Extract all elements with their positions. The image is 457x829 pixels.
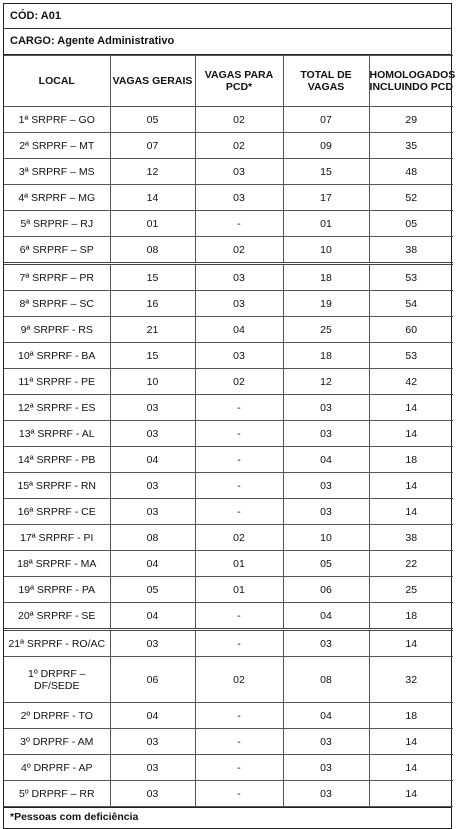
cell-vagas-gerais: 03 [110, 473, 195, 499]
cell-homologados: 60 [369, 317, 453, 343]
cell-total-vagas: 10 [283, 237, 369, 264]
cell-vagas-pcd: 03 [195, 185, 283, 211]
cell-homologados: 38 [369, 237, 453, 264]
cell-vagas-gerais: 03 [110, 729, 195, 755]
cell-vagas-gerais: 03 [110, 781, 195, 807]
code-label: CÓD: A01 [4, 4, 451, 29]
table-row [4, 264, 453, 291]
cell-homologados: 52 [369, 185, 453, 211]
table-row [4, 499, 453, 525]
table-row [4, 703, 453, 729]
cell-local: 2ª SRPRF – MT [4, 133, 110, 159]
header-vagas-gerais: VAGAS GERAIS [110, 56, 195, 107]
cell-homologados: 18 [369, 447, 453, 473]
cell-total-vagas: 08 [283, 657, 369, 703]
cell-homologados: 25 [369, 577, 453, 603]
cell-homologados: 42 [369, 369, 453, 395]
cell-homologados: 14 [369, 395, 453, 421]
cell-local: 10ª SRPRF - BA [4, 343, 110, 369]
cell-total-vagas: 04 [283, 703, 369, 729]
cell-total-vagas: 04 [283, 447, 369, 473]
cell-vagas-gerais: 16 [110, 291, 195, 317]
cell-vagas-gerais: 01 [110, 211, 195, 237]
cell-vagas-gerais: 14 [110, 185, 195, 211]
vacancy-document [3, 3, 456, 829]
vacancy-table [4, 55, 456, 807]
cell-vagas-gerais: 03 [110, 395, 195, 421]
cell-homologados: 18 [369, 703, 453, 729]
cell-total-vagas: 04 [283, 603, 369, 630]
cell-total-vagas: 05 [283, 551, 369, 577]
table-row [4, 159, 453, 185]
cell-homologados: 14 [369, 499, 453, 525]
cell-local: 1ª SRPRF – GO [4, 107, 110, 133]
cell-vagas-pcd: 03 [195, 343, 283, 369]
cell-local: 5ª SRPRF – RJ [4, 211, 110, 237]
cell-total-vagas: 03 [283, 421, 369, 447]
cell-total-vagas: 01 [283, 211, 369, 237]
cell-total-vagas: 03 [283, 781, 369, 807]
cell-local: 4ª SRPRF – MG [4, 185, 110, 211]
cell-total-vagas: 03 [283, 755, 369, 781]
cell-local: 4º DRPRF - AP [4, 755, 110, 781]
cell-homologados: 14 [369, 729, 453, 755]
cell-vagas-pcd: - [195, 421, 283, 447]
cell-total-vagas: 09 [283, 133, 369, 159]
table-row [4, 211, 453, 237]
cell-vagas-pcd: - [195, 630, 283, 657]
table-row [4, 603, 453, 630]
cell-vagas-pcd: 02 [195, 237, 283, 264]
cell-total-vagas: 03 [283, 395, 369, 421]
cell-local: 17ª SRPRF - PI [4, 525, 110, 551]
table-body [4, 107, 453, 807]
cell-vagas-pcd: - [195, 603, 283, 630]
cell-local: 6ª SRPRF – SP [4, 237, 110, 264]
cell-vagas-pcd: 01 [195, 577, 283, 603]
cell-vagas-gerais: 06 [110, 657, 195, 703]
header-local: LOCAL [4, 56, 110, 107]
cell-total-vagas: 07 [283, 107, 369, 133]
cell-vagas-pcd: - [195, 729, 283, 755]
cell-homologados: 18 [369, 603, 453, 630]
cell-vagas-pcd: 03 [195, 291, 283, 317]
table-row [4, 781, 453, 807]
cell-local: 16ª SRPRF - CE [4, 499, 110, 525]
table-row [4, 447, 453, 473]
cell-local: 18ª SRPRF - MA [4, 551, 110, 577]
cell-total-vagas: 19 [283, 291, 369, 317]
cell-vagas-pcd: 04 [195, 317, 283, 343]
cell-vagas-gerais: 10 [110, 369, 195, 395]
cell-vagas-gerais: 04 [110, 703, 195, 729]
cell-local: 9ª SRPRF - RS [4, 317, 110, 343]
table-row [4, 630, 453, 657]
cell-vagas-pcd: 02 [195, 657, 283, 703]
table-row [4, 577, 453, 603]
cell-vagas-pcd: 02 [195, 107, 283, 133]
cell-local: 3ª SRPRF – MS [4, 159, 110, 185]
cell-total-vagas: 03 [283, 729, 369, 755]
cell-homologados: 22 [369, 551, 453, 577]
cell-homologados: 53 [369, 343, 453, 369]
table-row [4, 317, 453, 343]
cell-total-vagas: 17 [283, 185, 369, 211]
cell-vagas-gerais: 03 [110, 499, 195, 525]
table-row [4, 185, 453, 211]
table-row [4, 395, 453, 421]
cell-total-vagas: 15 [283, 159, 369, 185]
cell-local: 19ª SRPRF - PA [4, 577, 110, 603]
table-row [4, 369, 453, 395]
cell-vagas-gerais: 03 [110, 630, 195, 657]
cell-vagas-gerais: 07 [110, 133, 195, 159]
cell-vagas-gerais: 08 [110, 525, 195, 551]
cell-total-vagas: 03 [283, 473, 369, 499]
table-header-row [4, 56, 453, 107]
cell-vagas-gerais: 04 [110, 603, 195, 630]
cell-vagas-pcd: 02 [195, 369, 283, 395]
cell-vagas-pcd: - [195, 781, 283, 807]
cell-local: 7ª SRPRF – PR [4, 264, 110, 291]
cell-total-vagas: 18 [283, 343, 369, 369]
cell-total-vagas: 03 [283, 499, 369, 525]
cell-local: 12ª SRPRF - ES [4, 395, 110, 421]
cell-homologados: 48 [369, 159, 453, 185]
table-row [4, 237, 453, 264]
cell-vagas-gerais: 21 [110, 317, 195, 343]
cell-local: 13ª SRPRF - AL [4, 421, 110, 447]
cell-vagas-pcd: - [195, 473, 283, 499]
table-row [4, 133, 453, 159]
cell-total-vagas: 18 [283, 264, 369, 291]
cell-local: 1º DRPRF – DF/SEDE [4, 657, 110, 703]
table-row [4, 525, 453, 551]
table-row [4, 755, 453, 781]
cell-local: 8ª SRPRF – SC [4, 291, 110, 317]
cell-total-vagas: 03 [283, 630, 369, 657]
table-row [4, 421, 453, 447]
header-homologados: HOMOLOGADOS INCLUINDO PCD [369, 56, 453, 107]
cell-homologados: 54 [369, 291, 453, 317]
footnote: *Pessoas com deficiência [4, 807, 451, 828]
cell-vagas-pcd: 03 [195, 159, 283, 185]
cell-vagas-gerais: 03 [110, 421, 195, 447]
cell-vagas-gerais: 12 [110, 159, 195, 185]
cell-homologados: 14 [369, 781, 453, 807]
cell-homologados: 05 [369, 211, 453, 237]
cell-homologados: 29 [369, 107, 453, 133]
table-row [4, 729, 453, 755]
cell-vagas-gerais: 04 [110, 551, 195, 577]
cell-vagas-pcd: - [195, 499, 283, 525]
cell-homologados: 14 [369, 755, 453, 781]
cell-local: 15ª SRPRF - RN [4, 473, 110, 499]
cell-homologados: 14 [369, 630, 453, 657]
cell-vagas-pcd: - [195, 211, 283, 237]
cell-local: 3º DRPRF - AM [4, 729, 110, 755]
cell-vagas-pcd: - [195, 703, 283, 729]
header-total-vagas: TOTAL DE VAGAS [283, 56, 369, 107]
cell-vagas-pcd: 03 [195, 264, 283, 291]
cell-homologados: 14 [369, 421, 453, 447]
table-row [4, 657, 453, 703]
cell-local: 21ª SRPRF - RO/AC [4, 630, 110, 657]
header-vagas-pcd: VAGAS PARA PCD* [195, 56, 283, 107]
cell-homologados: 14 [369, 473, 453, 499]
cell-vagas-gerais: 04 [110, 447, 195, 473]
cell-local: 5º DRPRF – RR [4, 781, 110, 807]
table-row [4, 551, 453, 577]
cell-total-vagas: 10 [283, 525, 369, 551]
table-row [4, 473, 453, 499]
cell-vagas-gerais: 05 [110, 577, 195, 603]
cell-vagas-pcd: - [195, 447, 283, 473]
cell-local: 14ª SRPRF - PB [4, 447, 110, 473]
cell-homologados: 32 [369, 657, 453, 703]
cell-local: 2º DRPRF - TO [4, 703, 110, 729]
table-row [4, 107, 453, 133]
position-label: CARGO: Agente Administrativo [4, 29, 451, 55]
cell-vagas-gerais: 03 [110, 755, 195, 781]
cell-vagas-pcd: - [195, 395, 283, 421]
cell-vagas-gerais: 08 [110, 237, 195, 264]
cell-local: 20ª SRPRF - SE [4, 603, 110, 630]
table-row [4, 291, 453, 317]
cell-homologados: 38 [369, 525, 453, 551]
cell-vagas-pcd: 01 [195, 551, 283, 577]
cell-vagas-gerais: 05 [110, 107, 195, 133]
table-row [4, 343, 453, 369]
cell-total-vagas: 12 [283, 369, 369, 395]
cell-vagas-gerais: 15 [110, 343, 195, 369]
cell-homologados: 53 [369, 264, 453, 291]
cell-homologados: 35 [369, 133, 453, 159]
cell-vagas-gerais: 15 [110, 264, 195, 291]
cell-total-vagas: 06 [283, 577, 369, 603]
cell-vagas-pcd: 02 [195, 525, 283, 551]
cell-vagas-pcd: 02 [195, 133, 283, 159]
cell-total-vagas: 25 [283, 317, 369, 343]
cell-vagas-pcd: - [195, 755, 283, 781]
cell-local: 11ª SRPRF - PE [4, 369, 110, 395]
